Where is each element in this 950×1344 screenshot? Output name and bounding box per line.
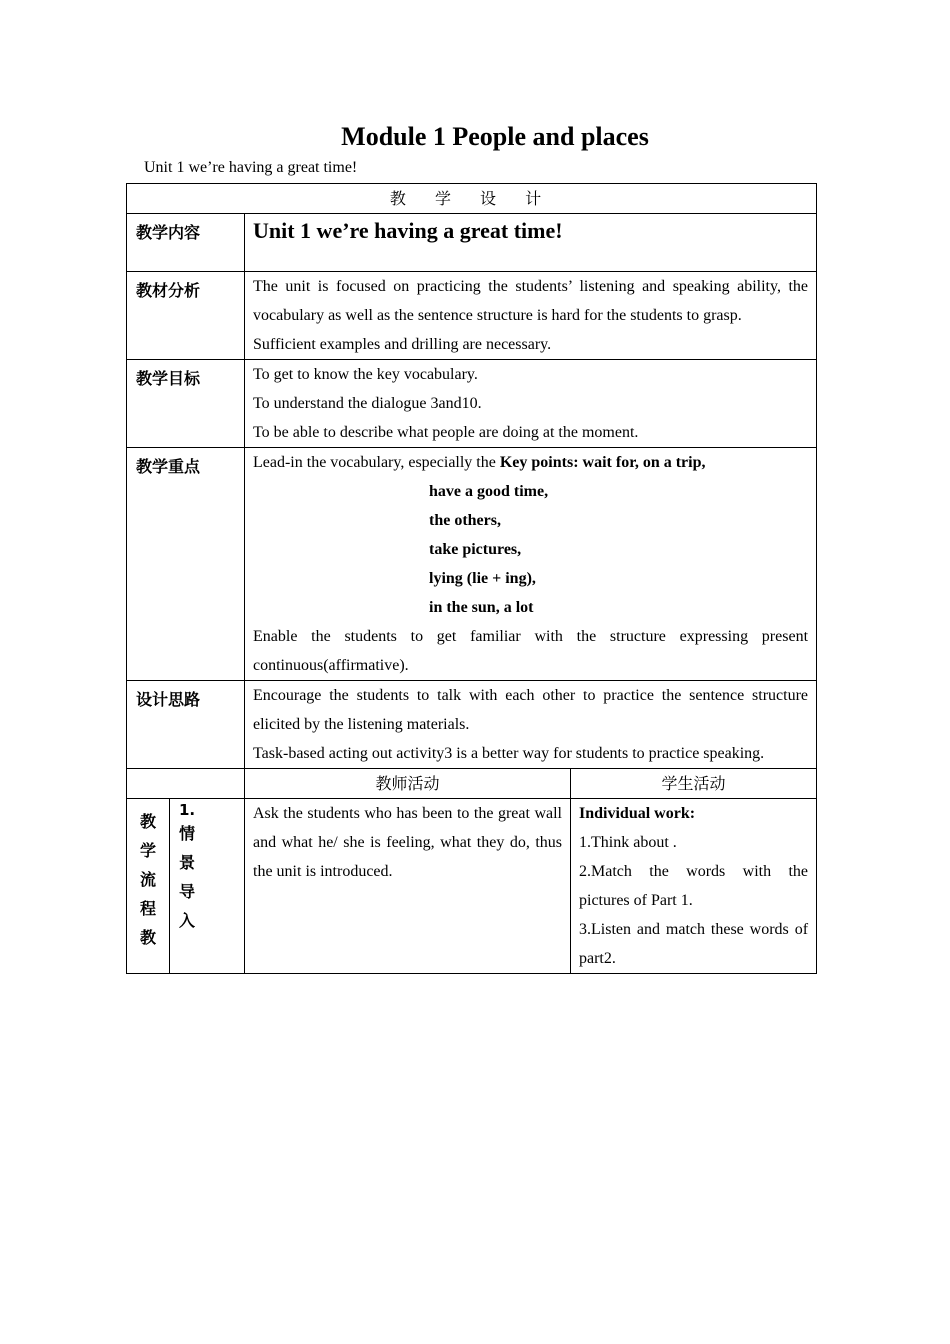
key-point-item: have a good time, <box>429 483 549 500</box>
objective-item: To be able to describe what people are doing at the moment. <box>253 424 639 441</box>
label-content: 教学内容 <box>127 214 245 272</box>
teacher-activity-cell <box>245 799 571 974</box>
vertical-char: 流 <box>139 870 156 889</box>
row-keypoints <box>127 448 817 681</box>
analysis-cell <box>245 272 817 360</box>
student-activity-title: Individual work: <box>579 805 696 822</box>
key-point-item: the others, <box>429 512 501 529</box>
document-subtitle: Unit 1 we’re having a great time! <box>144 159 358 176</box>
row-objectives <box>127 360 817 448</box>
keypoints-cell <box>245 448 817 681</box>
empty-header-cell <box>127 769 245 799</box>
key-point-item: lying (lie + ing), <box>429 570 536 587</box>
label-analysis: 教材分析 <box>127 272 245 360</box>
row-process-step-1 <box>127 799 817 974</box>
keypoints-lead-text: Lead-in the vocabulary, especially the <box>253 454 500 471</box>
label-objectives: 教学目标 <box>127 360 245 448</box>
design-cell <box>245 681 817 769</box>
key-point-item: in the sun, a lot <box>429 599 534 616</box>
table-header: 教 学 设 计 <box>127 184 817 214</box>
teacher-activity-header: 教师活动 <box>245 769 571 799</box>
student-activity-item: 1.Think about . <box>579 834 677 851</box>
lesson-plan-table <box>126 183 817 974</box>
label-design: 设计思路 <box>127 681 245 769</box>
student-activity-header: 学生活动 <box>571 769 817 799</box>
keypoints-lead-bold: Key points: wait for, on a trip, <box>499 454 706 471</box>
vertical-char: 程 <box>139 899 156 918</box>
step-number: 1. <box>179 801 196 819</box>
content-unit-title: Unit 1 we’re having a great time! <box>253 218 563 243</box>
row-analysis <box>127 272 817 360</box>
student-activity-item: 3.Listen and match these words of part2. <box>579 921 809 967</box>
label-keypoints: 教学重点 <box>127 448 245 681</box>
analysis-line-2: Sufficient examples and drilling are necessary. <box>253 336 552 353</box>
design-line-1: Encourage the students to talk with each other to practice the sentence structure elicited by the listening materials. <box>253 687 809 733</box>
keypoints-lead-line <box>253 448 808 477</box>
objective-item: To get to know the key vocabulary. <box>253 366 478 383</box>
keypoints-enable-line-1: Enable the students to get familiar with the structure expressing present <box>253 628 809 645</box>
step-char: 导 <box>179 882 196 901</box>
vertical-char: 教 <box>139 928 156 947</box>
teacher-activity-text: Ask the students who has been to the great wall and what he/ she is feeling, what they do, thus the unit is introduced. <box>253 805 562 880</box>
step-char: 情 <box>179 824 196 843</box>
vertical-char: 教 <box>139 812 156 831</box>
process-step-label <box>170 799 245 974</box>
student-activity-item: 2.Match the words with the pictures of Part 1. <box>579 863 809 909</box>
analysis-line-1: The unit is focused on practicing the students’ listening and speaking ability, the vocabulary as well as the sentence structure is hard for the students to grasp. <box>253 278 809 324</box>
table-header-row <box>127 184 817 214</box>
step-char: 入 <box>179 911 196 930</box>
row-activities-header <box>127 769 817 799</box>
vertical-char: 学 <box>139 841 156 860</box>
objective-item: To understand the dialogue 3and10. <box>253 395 482 412</box>
content-value-cell <box>245 214 817 272</box>
row-design <box>127 681 817 769</box>
key-point-item: take pictures, <box>429 541 522 558</box>
objectives-cell <box>245 360 817 448</box>
student-activity-cell <box>571 799 817 974</box>
keypoints-enable-line-2: continuous(affirmative). <box>253 657 409 674</box>
process-vertical-label <box>127 799 170 974</box>
step-char: 景 <box>179 853 196 872</box>
document-title: Module 1 People and places <box>341 122 649 151</box>
row-content <box>127 214 817 272</box>
design-line-2: Task-based acting out activity3 is a better way for students to practice speaking. <box>253 745 765 762</box>
